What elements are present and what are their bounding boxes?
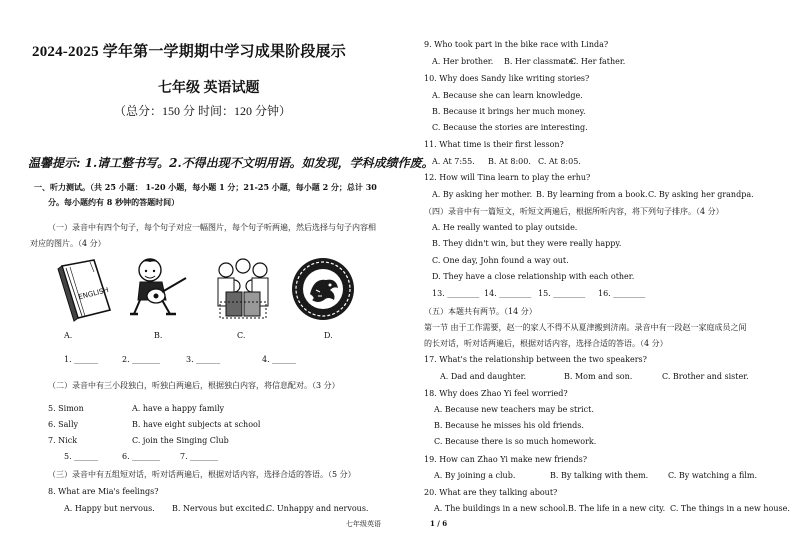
left-column <box>28 0 434 557</box>
q19-option-b[interactable]: B. By talking with them. <box>550 471 649 480</box>
q9-option-a[interactable]: A. Her brother. <box>432 57 494 66</box>
part4-sentence-a: A. He really wanted to play outside. <box>432 223 578 232</box>
q9-option-b[interactable]: B. Her classmate. <box>504 57 576 66</box>
match-left-6: 6. Sally <box>48 420 79 429</box>
part4-sentence-b: B. They didn't win, but they were really happy. <box>432 239 622 248</box>
answer-blank-3[interactable]: 3. ______ <box>186 355 221 364</box>
part4-instruction: （四）录音中有一篇短文，听短文两遍后，根据所听内容，将下列句子排序。（4 分） <box>424 207 724 216</box>
q20-option-b[interactable]: B. The life in a new city. <box>568 504 666 513</box>
q17-option-c[interactable]: C. Brother and sister. <box>662 372 749 381</box>
footer-page-number: 1 / 6 <box>430 519 448 528</box>
question-17: 17. What's the relationship between the two speakers? <box>424 355 647 364</box>
question-20: 20. What are they talking about? <box>424 488 558 497</box>
q10-option-a[interactable]: A. Because she can learn knowledge. <box>432 91 583 100</box>
answer-blank-6[interactable]: 6. _______ <box>122 452 161 461</box>
paper-cut-picture <box>290 256 356 322</box>
answer-blank-4[interactable]: 4. ______ <box>262 355 297 364</box>
q20-option-c[interactable]: C. The things in a new house. <box>670 504 790 513</box>
part5-heading: （五）本题共有两节。（14 分） <box>424 307 537 316</box>
part2-instruction: （二）录音中有三小段独白，听独白两遍后，根据独白内容，将信息配对。（3 分） <box>48 381 340 390</box>
boy-guitar-picture <box>126 254 194 320</box>
match-right-c: C. join the Singing Club <box>132 436 229 445</box>
answer-blank-16[interactable]: 16. ________ <box>598 289 646 298</box>
listening-heading-2: 分。每小题约有 8 秒钟的答题时间） <box>48 197 180 207</box>
right-column <box>420 0 790 557</box>
match-left-5: 5. Simon <box>48 404 84 413</box>
q11-option-a[interactable]: A. At 7:55. <box>432 157 475 166</box>
answer-blank-7[interactable]: 7. _______ <box>180 452 219 461</box>
reminder-tip: 温馨提示: 1.请工整书写。2.不得出现不文明用语。如发现，学科成绩作废。 <box>28 156 434 170</box>
part1-instruction-2: 对应的图片。（4 分） <box>30 239 106 248</box>
q9-option-c[interactable]: C. Her father. <box>570 57 626 66</box>
answer-blank-15[interactable]: 15. ________ <box>538 289 586 298</box>
q10-option-b[interactable]: B. Because it brings her much money. <box>432 107 586 116</box>
picture-option-a: A. <box>64 331 73 340</box>
match-left-7: 7. Nick <box>48 436 78 445</box>
footer-subject: 七年级英语 <box>346 520 381 528</box>
q20-option-a[interactable]: A. The buildings in a new school. <box>434 504 568 513</box>
question-9: 9. Who took part in the bike race with Linda? <box>424 40 609 49</box>
picture-option-c: C. <box>237 331 246 340</box>
q8-option-a[interactable]: A. Happy but nervous. <box>64 504 155 513</box>
q18-option-a[interactable]: A. Because new teachers may be strict. <box>434 405 594 414</box>
q11-option-b[interactable]: B. At 8:00. <box>488 157 531 166</box>
book-label: ENGLISH <box>77 286 110 302</box>
question-11: 11. What time is their first lesson? <box>424 140 564 149</box>
q8-option-c[interactable]: C. Unhappy and nervous. <box>266 504 369 513</box>
answer-blank-14[interactable]: 14. ________ <box>484 289 532 298</box>
part3-instruction: （三）录音中有五组短对话，听对话两遍后，根据对话内容，选择合适的答语。（5 分） <box>48 470 356 479</box>
match-right-a: A. have a happy family <box>132 404 225 413</box>
q19-option-c[interactable]: C. By watching a film. <box>668 471 758 480</box>
english-book-picture <box>54 258 116 322</box>
q12-option-b[interactable]: B. By learning from a book. <box>536 190 648 199</box>
q11-option-c[interactable]: C. At 8:05. <box>538 157 581 166</box>
listening-heading-1: 一、听力测试。（共 25 小题： 1-20 小题，每小题 1 分；21-25 小题，每小题 2 分；总计 30 <box>34 182 377 192</box>
question-12: 12. How will Tina learn to play the erhu? <box>424 173 591 182</box>
answer-blank-2[interactable]: 2. _______ <box>122 355 161 364</box>
exam-meta: （总分：150 分 时间：120 分钟） <box>114 104 292 118</box>
question-8: 8. What are Mia's feelings? <box>48 487 159 496</box>
q12-option-c[interactable]: C. By asking her grandpa. <box>648 190 754 199</box>
answer-blank-1[interactable]: 1. ______ <box>64 355 99 364</box>
question-19: 19. How can Zhao Yi make new friends? <box>424 455 587 464</box>
q12-option-a[interactable]: A. By asking her mother. <box>432 190 533 199</box>
q18-option-b[interactable]: B. Because he misses his old friends. <box>434 421 584 430</box>
family-picture <box>208 256 278 322</box>
part4-sentence-d: D. They have a close relationship with each other. <box>432 272 635 281</box>
part1-instruction-1: （一）录音中有四个句子，每个句子对应一幅图片，每个句子听两遍，然后选择与句子内容相 <box>48 223 376 232</box>
match-right-b: B. have eight subjects at school <box>132 420 261 429</box>
picture-option-b: B. <box>154 331 163 340</box>
answer-blank-5[interactable]: 5. ______ <box>64 452 99 461</box>
part4-sentence-c: C. One day, John found a way out. <box>432 256 569 265</box>
picture-option-d: D. <box>324 331 333 340</box>
q10-option-c[interactable]: C. Because the stories are interesting. <box>432 123 588 132</box>
q17-option-b[interactable]: B. Mom and son. <box>564 372 633 381</box>
q8-option-b[interactable]: B. Nervous but excited. <box>172 504 268 513</box>
q17-option-a[interactable]: A. Dad and daughter. <box>440 372 527 381</box>
question-18: 18. Why does Zhao Yi feel worried? <box>424 389 568 398</box>
question-10: 10. Why does Sandy like writing stories? <box>424 74 590 83</box>
section1-instruction-2: 的长对话，听对话两遍后，根据对话内容，选择合适的答语。（4 分） <box>424 339 668 348</box>
exam-subtitle: 七年级 英语试题 <box>158 81 260 96</box>
q18-option-c[interactable]: C. Because there is so much homework. <box>434 437 597 446</box>
q19-option-a[interactable]: A. By joining a club. <box>434 471 516 480</box>
exam-title: 2024-2025 学年第一学期期中学习成果阶段展示 <box>32 44 346 60</box>
section1-instruction-1: 第一节 由于工作需要，赵一的家人不得不从夏津搬到济南。录音中有一段赵一家庭成员之间 <box>424 323 747 332</box>
answer-blank-13[interactable]: 13. ________ <box>432 289 480 298</box>
